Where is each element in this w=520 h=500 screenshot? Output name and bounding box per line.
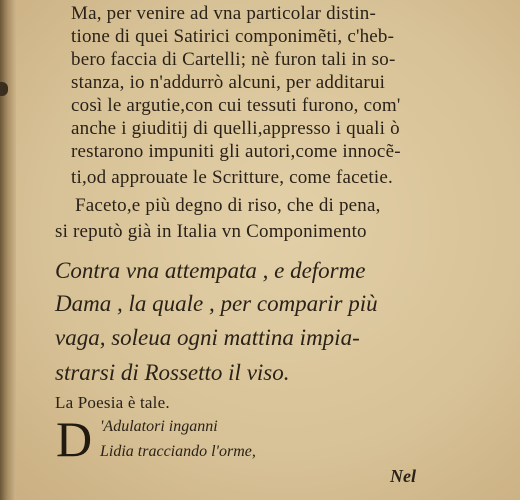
poem-intro: La Poesia è tale. xyxy=(55,393,170,412)
text-line: si reputò già in Italia vn Componimento xyxy=(55,221,367,242)
text-line: stanza, io n'addurrò alcuni, per additarui xyxy=(71,72,386,93)
italic-line: Dama , la quale , per comparir più xyxy=(55,291,378,316)
text-line: ti,od approuate le Scritture, come facetie. xyxy=(71,167,393,188)
text-line: così le argutie,con cui tessuti furono, com' xyxy=(71,95,401,116)
verse-line: 'Adulatori inganni xyxy=(100,418,218,435)
italic-line: Contra vna attempata , e deforme xyxy=(55,258,366,283)
catchword: Nel xyxy=(390,466,416,486)
text-line: tione di quei Satirici componimẽti, c'heb- xyxy=(71,26,395,47)
text-line: bero faccia di Cartelli; nè furon tali in so- xyxy=(71,49,396,70)
verse-line: Lidia tracciando l'orme, xyxy=(100,443,256,460)
italic-line: vaga, soleua ogni mattina impia- xyxy=(55,325,360,350)
text-line: Ma, per venire ad vna particolar distin- xyxy=(71,3,377,24)
text-line: anche i giuditij di quelli,appresso i quali ò xyxy=(71,118,400,139)
text-line: restarono impuniti gli autori,come innocẽ- xyxy=(71,141,401,162)
drop-cap: D xyxy=(56,411,93,467)
text-line: Faceto,e più degno di riso, che di pena, xyxy=(75,195,381,216)
book-spine xyxy=(0,0,16,500)
italic-line: strarsi di Rossetto il viso. xyxy=(55,360,290,385)
